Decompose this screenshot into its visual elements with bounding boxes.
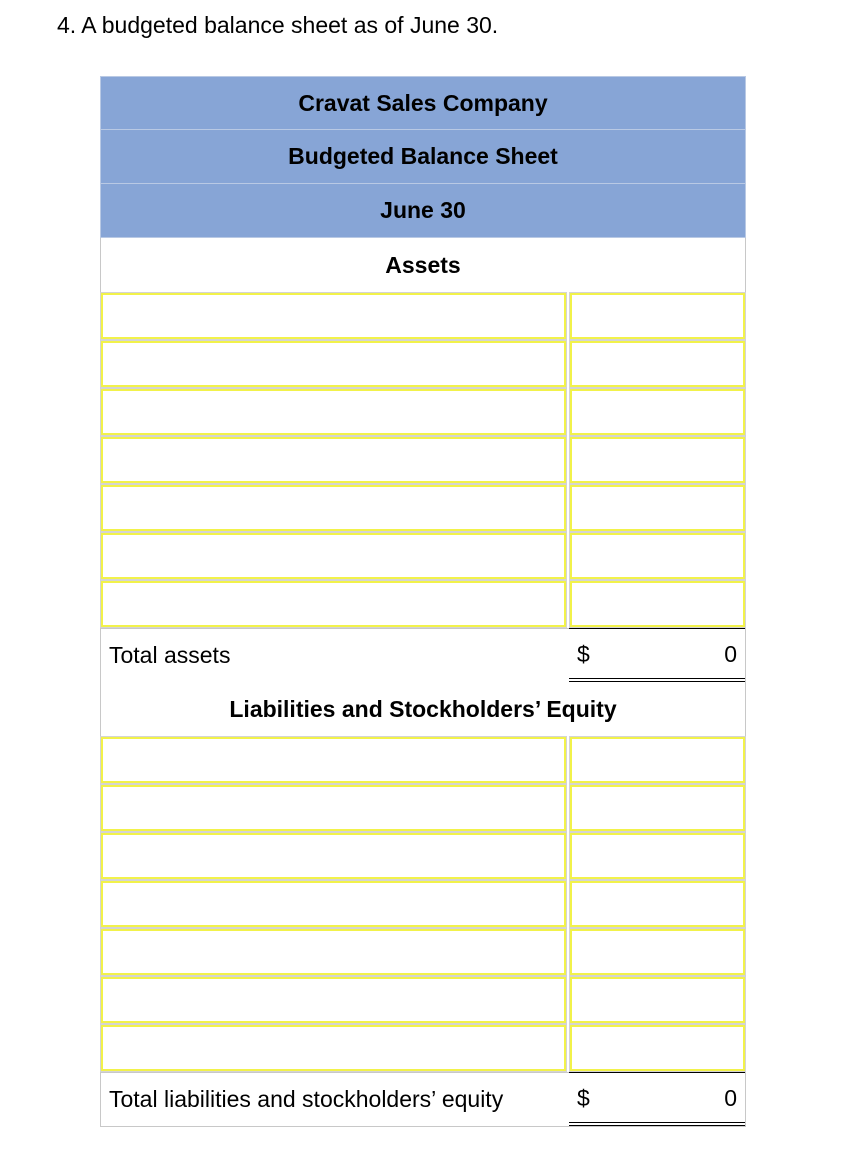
asset-label-input[interactable] [100, 292, 567, 340]
liability-row [100, 976, 746, 1024]
asset-amount-input[interactable] [569, 388, 746, 436]
total-liabilities-value: 0 [724, 1085, 737, 1111]
asset-amount-input[interactable] [569, 580, 746, 628]
liability-row [100, 832, 746, 880]
liability-label-input[interactable] [100, 928, 567, 976]
liability-amount-input[interactable] [569, 832, 746, 880]
total-liabilities-amount [569, 1072, 745, 1126]
liability-amount-input[interactable] [569, 928, 746, 976]
liability-amount-input[interactable] [569, 1024, 746, 1072]
liability-label-input[interactable] [100, 976, 567, 1024]
asset-amount-input[interactable] [569, 292, 746, 340]
assets-heading: Assets [100, 238, 746, 292]
liability-amount-input[interactable] [569, 976, 746, 1024]
liability-amount-input[interactable] [569, 736, 746, 784]
asset-label-input[interactable] [100, 484, 567, 532]
balance-sheet-table [100, 76, 746, 1127]
sheet-title: Budgeted Balance Sheet [100, 130, 746, 184]
question-text: 4. A budgeted balance sheet as of June 30. [57, 12, 499, 38]
liability-row [100, 736, 746, 784]
liability-row [100, 928, 746, 976]
asset-label-input[interactable] [100, 340, 567, 388]
asset-label-input[interactable] [100, 580, 567, 628]
total-liabilities-currency: $ [577, 1085, 590, 1111]
sheet-date: June 30 [100, 184, 746, 238]
liability-label-input[interactable] [100, 832, 567, 880]
liability-row [100, 1024, 746, 1072]
liability-label-input[interactable] [100, 784, 567, 832]
liability-label-input[interactable] [100, 880, 567, 928]
asset-row [100, 580, 746, 628]
liabilities-rows [100, 736, 746, 1072]
assets-rows [100, 292, 746, 628]
asset-row [100, 436, 746, 484]
liability-row [100, 880, 746, 928]
asset-amount-input[interactable] [569, 436, 746, 484]
asset-row [100, 532, 746, 580]
asset-row [100, 340, 746, 388]
asset-label-input[interactable] [100, 532, 567, 580]
total-liabilities-row [100, 1072, 746, 1126]
liabilities-heading: Liabilities and Stockholders’ Equity [100, 682, 746, 736]
asset-amount-input[interactable] [569, 340, 746, 388]
asset-row [100, 388, 746, 436]
total-assets-value: 0 [724, 641, 737, 667]
total-assets-currency: $ [577, 641, 590, 667]
total-assets-amount [569, 628, 745, 682]
asset-amount-input[interactable] [569, 532, 746, 580]
liability-label-input[interactable] [100, 736, 567, 784]
asset-amount-input[interactable] [569, 484, 746, 532]
company-name: Cravat Sales Company [100, 76, 746, 130]
liability-amount-input[interactable] [569, 784, 746, 832]
total-liabilities-label: Total liabilities and stockholders’ equity [101, 1072, 569, 1126]
asset-label-input[interactable] [100, 388, 567, 436]
table-bottom-border [100, 1126, 746, 1127]
asset-row [100, 484, 746, 532]
liability-amount-input[interactable] [569, 880, 746, 928]
asset-label-input[interactable] [100, 436, 567, 484]
total-assets-row [100, 628, 746, 682]
liability-label-input[interactable] [100, 1024, 567, 1072]
total-assets-label: Total assets [101, 628, 569, 682]
liability-row [100, 784, 746, 832]
asset-row [100, 292, 746, 340]
